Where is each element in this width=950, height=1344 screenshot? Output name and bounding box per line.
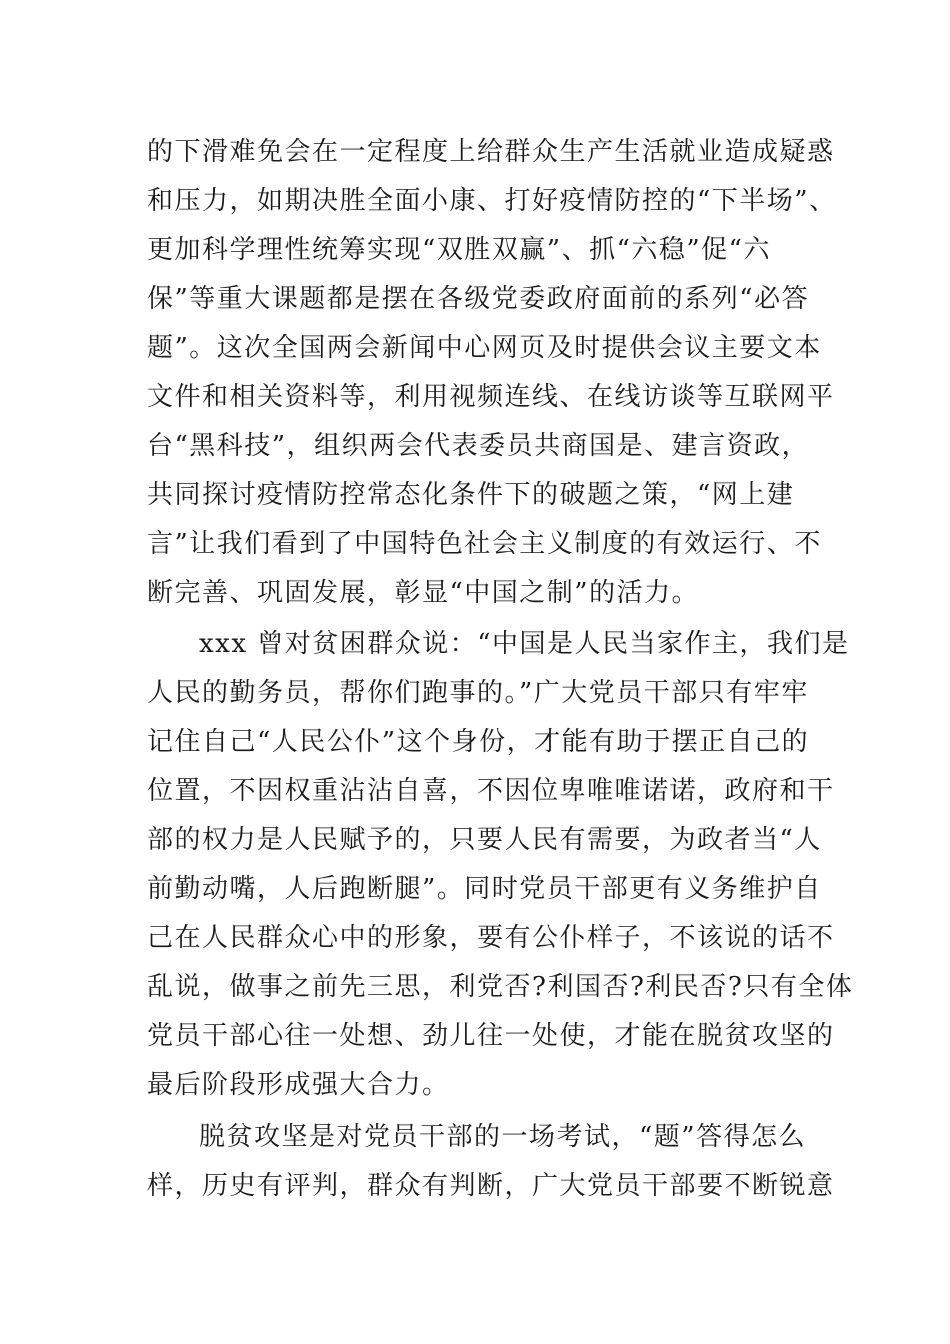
text-line: 部的权力是人民赋予的，只要人民有需要，为政者当“人 xyxy=(147,825,822,855)
paragraph-3 xyxy=(147,1113,835,1211)
text-line: 最后阶段形成强大合力。 xyxy=(147,1070,450,1100)
paragraph-1 xyxy=(147,128,837,618)
text-line: 共同探讨疫情防控常态化条件下的破题之策，“网上建 xyxy=(147,480,795,510)
text-line: xxx 曾对贫困群众说：“中国是人民当家作主，我们是 xyxy=(199,629,850,659)
text-line: 位置，不因权重沾沾自喜，不因位卑唯唯诺诺，政府和干 xyxy=(147,776,835,806)
text-line: 断完善、巩固发展，彰显“中国之制”的活力。 xyxy=(147,578,700,608)
text-line: 文件和相关资料等，利用视频连线、在线访谈等互联网平 xyxy=(147,382,835,412)
text-line: 台“黑科技”，组织两会代表委员共商国是、建言资政， xyxy=(147,431,810,461)
text-line: 脱贫攻坚是对党员干部的一场考试，“题”答得怎么 xyxy=(199,1122,807,1152)
text-line: 记住自己“人民公仆”这个身份，才能有助于摆正自己的 xyxy=(147,727,810,757)
text-line: 保”等重大课题都是摆在各级党委政府面前的系列“必答 xyxy=(147,284,810,314)
paragraph-2 xyxy=(147,620,854,1110)
text-line: 前勤动嘴，人后跑断腿”。同时党员干部更有义务维护自 xyxy=(147,874,822,904)
text-line: 人民的勤务员，帮你们跑事的。”广大党员干部只有牢牢 xyxy=(147,678,809,708)
text-line: 党员干部心往一处想、劲儿往一处使，才能在脱贫攻坚的 xyxy=(147,1021,835,1051)
text-line: 己在人民群众心中的形象，要有公仆样子，不该说的话不 xyxy=(147,923,835,953)
text-line: 的下滑难免会在一定程度上给群众生产生活就业造成疑惑 xyxy=(147,137,835,167)
text-line: 言”让我们看到了中国特色社会主义制度的有效运行、不 xyxy=(147,529,822,559)
text-line: 题”。这次全国两会新闻中心网页及时提供会议主要文本 xyxy=(147,333,822,363)
text-line: 样，历史有评判，群众有判断，广大党员干部要不断锐意 xyxy=(147,1171,835,1201)
text-line: 更加科学理性统筹实现“双胜双赢”、抓“六稳”促“六 xyxy=(147,235,771,265)
text-line: 和压力，如期决胜全面小康、打好疫情防控的“下半场”、 xyxy=(147,186,837,216)
text-line: 乱说，做事之前先三思，利党否?利国否?利民否?只有全体 xyxy=(147,972,854,1002)
